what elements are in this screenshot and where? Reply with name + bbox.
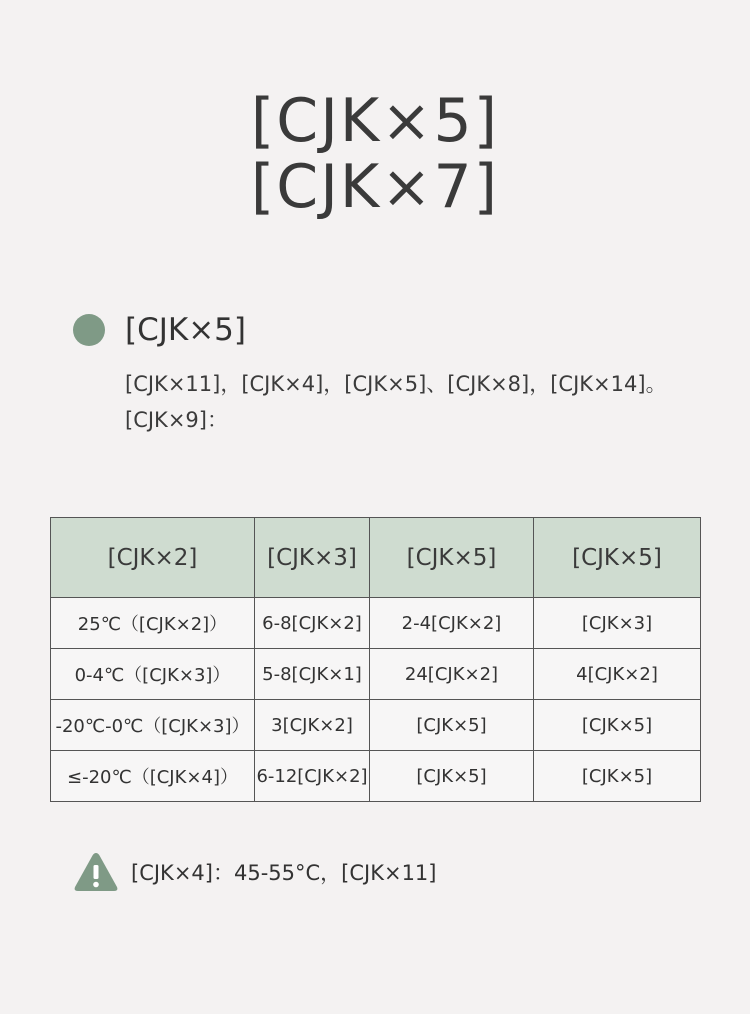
- table-cell: 24[CJK×2]: [370, 649, 534, 700]
- header-temperature: [CJK×2]: [51, 518, 255, 598]
- table-cell: [CJK×5]: [534, 700, 701, 751]
- table-cell: -20℃-0℃（[CJK×3]）: [51, 700, 255, 751]
- table-cell: 6-12[CJK×2]: [255, 751, 370, 802]
- table-cell: 5-8[CJK×1]: [255, 649, 370, 700]
- table-cell: 6-8[CJK×2]: [255, 598, 370, 649]
- table-row: [51, 700, 701, 751]
- section-title: [CJK×5]: [125, 312, 247, 348]
- table-cell: [CJK×5]: [370, 700, 534, 751]
- table-cell: 4[CJK×2]: [534, 649, 701, 700]
- section-bullet-icon: [73, 314, 105, 346]
- table-cell: 0-4℃（[CJK×3]）: [51, 649, 255, 700]
- warning-text: [CJK×4]：45-55°C，[CJK×11]: [131, 861, 437, 885]
- header-fresh: [CJK×3]: [255, 518, 370, 598]
- table-cell: [CJK×5]: [534, 751, 701, 802]
- page-title-line-2: [CJK×7]: [250, 152, 500, 222]
- table-cell: ≤-20℃（[CJK×4]）: [51, 751, 255, 802]
- header-thawed-warm-water: [CJK×5]: [534, 518, 701, 598]
- table-cell: [CJK×3]: [534, 598, 701, 649]
- warning-triangle-icon: [73, 851, 119, 893]
- table-row: [51, 649, 701, 700]
- table-cell: 25℃（[CJK×2]）: [51, 598, 255, 649]
- table-row: [51, 598, 701, 649]
- section-paragraph: [CJK×11]，[CJK×4]，[CJK×5]、[CJK×8]，[CJK×14]。[CJK×9]：: [125, 372, 667, 432]
- table-row: [51, 751, 701, 802]
- table-cell: 2-4[CJK×2]: [370, 598, 534, 649]
- table-cell: 3[CJK×2]: [255, 700, 370, 751]
- page-title-line-1: [CJK×5]: [250, 86, 500, 156]
- storage-table: [50, 517, 701, 802]
- table-header-row: [51, 518, 701, 598]
- table-cell: [CJK×5]: [370, 751, 534, 802]
- header-thawed-fridge: [CJK×5]: [370, 518, 534, 598]
